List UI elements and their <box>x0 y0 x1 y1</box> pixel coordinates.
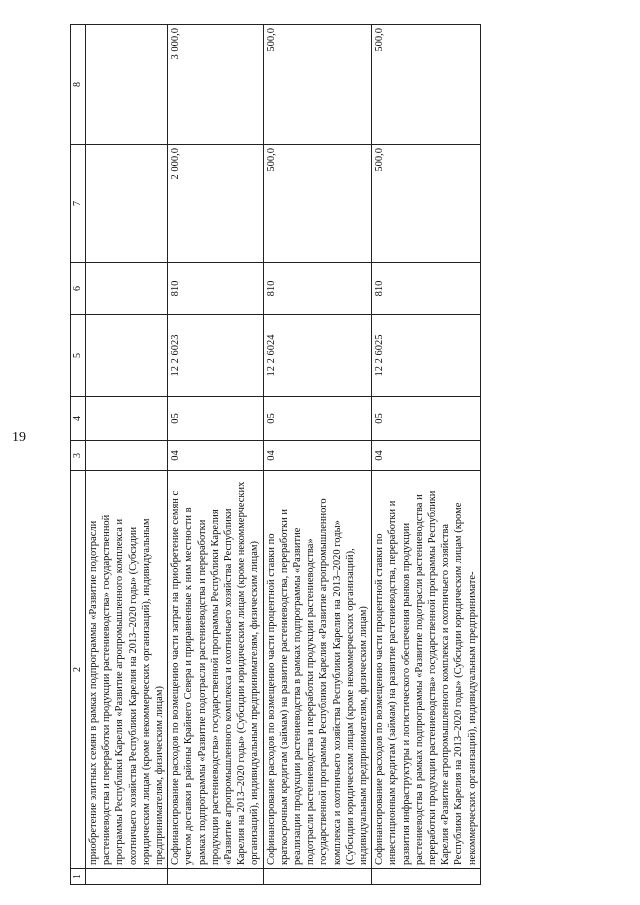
cell-expense-type: 810 <box>263 263 372 315</box>
cell-description: приобретение элитных семян в рамках подпрограммы «Развитие подотрасли растениеводства и переработки продукции растениеводства» государственной программы Республики Карелия «Развитие агропромышленного комплекса и охотничьего хозяйства Республики Карелия на 2013–2020 годы» (Субсидии юридическим лицам (кроме некоммерческих организаций), индивидуальным предпринимателям, физическим лицам) <box>86 471 168 869</box>
cell-amount-1 <box>86 145 168 263</box>
cell-subsection: 05 <box>372 397 481 441</box>
cell-expense-type <box>86 263 168 315</box>
cell-amount-2: 3 000,0 <box>168 25 263 145</box>
cell-expense-type: 810 <box>168 263 263 315</box>
cell-description: Софинансирование расходов по возмещению части процентной ставки по краткосрочным кредитам (займам) на развитие растениеводства, переработки и реализации продукции растениеводства в рамках подпрограммы «Развитие подотрасли растениеводства и переработки продукции растениеводства» государственной программы Республики Карелия «Развитие агропромышленного комплекса и охотничьего хозяйства Республики Карелия на 2013–2020 годы» (Субсидии юридическим лицам (кроме некоммерческих организаций), индивидуальным предпринимателям, физическим лицам) <box>263 471 372 869</box>
cell-number <box>86 869 168 885</box>
cell-section: 04 <box>263 441 372 471</box>
cell-target-article: 12 2 6023 <box>168 315 263 397</box>
cell-subsection: 05 <box>168 397 263 441</box>
cell-amount-2: 500,0 <box>263 25 372 145</box>
cell-amount-1: 500,0 <box>263 145 372 263</box>
cell-description: Софинансирование расходов по возмещению части процентной ставки по инвестиционным кредитам (займам) на развитие растениеводства, переработки и развития инфраструктуры и логистического обеспечения рынков продукции растениеводства в рамках подпрограммы «Развитие подотрасли растениеводства и переработки продукции растениеводства» государственной программы Республики Карелия «Развитие агропромышленного комплекса и охотничьего хозяйства Республики Карелия на 2013–2020 годы» (Субсидии юридическим лицам (кроме некоммерческих организаций), индивидуальным предпринимате- <box>372 471 481 869</box>
header-col-3: 3 <box>71 441 86 471</box>
cell-amount-2 <box>86 25 168 145</box>
cell-target-article: 12 2 6024 <box>263 315 372 397</box>
table-row <box>86 25 168 885</box>
header-col-2: 2 <box>71 471 86 869</box>
table-row <box>263 25 372 885</box>
cell-number <box>263 869 372 885</box>
cell-amount-2: 500,0 <box>372 25 481 145</box>
page-number: 19 <box>12 430 26 445</box>
header-col-4: 4 <box>71 397 86 441</box>
cell-subsection <box>86 397 168 441</box>
cell-target-article <box>86 315 168 397</box>
table-row <box>168 25 263 885</box>
header-col-1: 1 <box>71 869 86 885</box>
cell-number <box>168 869 263 885</box>
cell-section <box>86 441 168 471</box>
header-col-5: 5 <box>71 315 86 397</box>
budget-table-container <box>70 25 630 885</box>
cell-section: 04 <box>168 441 263 471</box>
cell-description: Софинансирование расходов по возмещению части затрат на приобретение семян с учетом доставки в районы Крайнего Севера и приравненные к ним местности в рамках подпрограммы «Развитие подотрасли растениеводства и переработки продукции растениеводства» государственной программы Республики Карелия «Развитие агропромышленного комплекса и охотничьего хозяйства Республики Карелия на 2013–2020 годы» (Субсидии юридическим лицам (кроме некоммерческих организаций), индивидуальным предпринимателям, физическим лицам) <box>168 471 263 869</box>
cell-section: 04 <box>372 441 481 471</box>
cell-number <box>372 869 481 885</box>
header-col-7: 7 <box>71 145 86 263</box>
cell-subsection: 05 <box>263 397 372 441</box>
header-col-8: 8 <box>71 25 86 145</box>
header-col-6: 6 <box>71 263 86 315</box>
table-row <box>372 25 481 885</box>
cell-amount-1: 2 000,0 <box>168 145 263 263</box>
budget-table <box>70 24 481 885</box>
cell-target-article: 12 2 6025 <box>372 315 481 397</box>
header-row <box>71 25 86 885</box>
cell-expense-type: 810 <box>372 263 481 315</box>
cell-amount-1: 500,0 <box>372 145 481 263</box>
